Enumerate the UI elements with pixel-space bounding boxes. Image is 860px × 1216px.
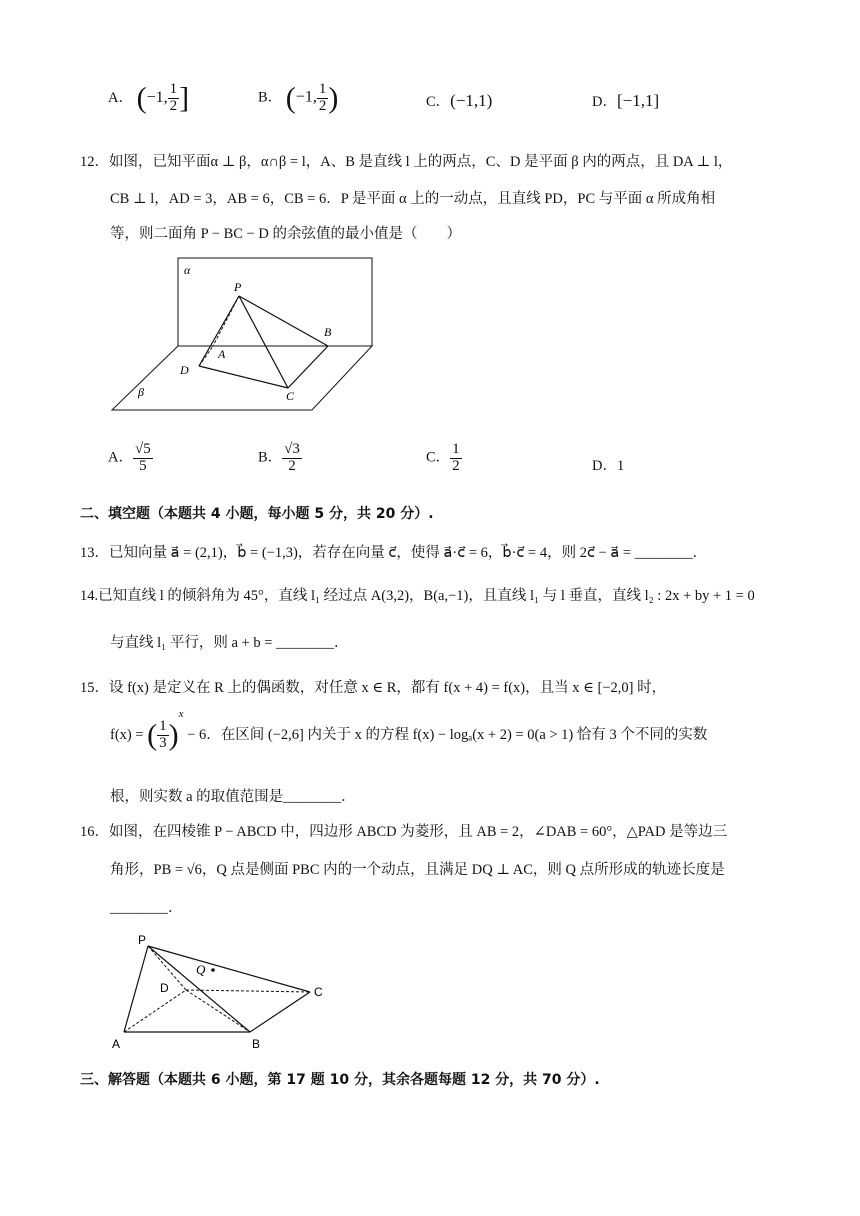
q15-line1: 15．设 f(x) 是定义在 R 上的偶函数，对任意 x ∈ R，都有 f(x + 4) = f(x)，且当 x ∈ [−2,0] 时， (80, 680, 667, 696)
plane-beta (112, 346, 372, 410)
q14-line1: 14.已知直线 l 的倾斜角为 45°，直线 l₁ 经过点 A(3,2)，B(a,−1)，且直线 l₁ 与 l 垂直，直线 l₂ : 2x + by + 1 = 0 (80, 588, 755, 604)
label-b: B (324, 325, 332, 339)
q11-options (108, 82, 189, 115)
section3-heading: 三、解答题（本题共 6 小题，第 17 题 10 分，其余各题每题 12 分，共 70 分）. (80, 1072, 600, 1088)
edge-dc (186, 990, 310, 992)
q16-line3: ________． (110, 900, 183, 916)
edge-db (186, 990, 250, 1032)
plane-alpha (178, 258, 372, 346)
label-d: D (160, 981, 169, 995)
q12-option-b: B． $\frac{√3}{2}$ (258, 441, 300, 474)
q16-line2: 角形，PB = √6，Q 点是侧面 PBC 内的一个动点，且满足 DQ ⊥ AC，则 Q 点所形成的轨迹长度是 (110, 862, 725, 878)
q12-line3: 等，则二面角 P − BC − D 的余弦值的最小值是（ ） (110, 226, 461, 242)
edge-dc (199, 366, 288, 388)
section2-heading: 二、填空题（本题共 4 小题，每小题 5 分，共 20 分）. (80, 506, 434, 522)
q13: 13．已知向量 a⃗ = (2,1)，b⃗ = (−1,3)，若存在向量 c⃗，使得 a⃗·c⃗ = 6，b⃗·c⃗ = 4，则 2c⃗ − a⃗ = ________． (80, 545, 708, 561)
q14-line2: 与直线 l₁ 平行，则 a + b = ________． (110, 635, 349, 651)
label-p: P (138, 933, 147, 947)
label-d: D (180, 363, 189, 377)
label-alpha: α (184, 263, 191, 277)
q15-line2: f(x) = ( $\frac{1}{3}$ )$^x$ − 6．在区间 (−2,6] 内关于 x 的方程 f(x) − logₐ(x + 2) = 0(a > 1) 恰有 3 个不同的实数 (110, 708, 708, 752)
edge-pa (124, 946, 148, 1032)
q15-line3: 根，则实数 a 的取值范围是________． (110, 789, 356, 805)
label-p: P (234, 280, 242, 294)
q11-option-d: D．[−1,1] (592, 91, 660, 110)
q12-line2: CB ⊥ l，AD = 3，AB = 6，CB = 6．P 是平面 α 上的一动点，且直线 PD，PC 与平面 α 所成角相 (110, 191, 716, 207)
label-c: C (286, 389, 295, 403)
q12-option-c: C． $\frac{1}{2}$ (426, 441, 460, 474)
q12-line1: 12．如图，已知平面α ⊥ β，α∩β = l，A、B 是直线 l 上的两点，C、D 是平面 β 内的两点，且 DA ⊥ l， (80, 154, 733, 170)
q12-option-d: D．1 (592, 458, 625, 474)
edge-pc (148, 946, 310, 992)
label-c: C (314, 985, 323, 999)
q12-option-a: A． $\frac{√5}{5}$ (108, 441, 151, 474)
point-q (211, 968, 215, 972)
label-a: A (218, 347, 226, 361)
q12-figure (108, 254, 383, 416)
edge-bc (250, 992, 310, 1032)
q11-option-c: C．(−1,1) (426, 91, 493, 110)
label-a: A (112, 1037, 121, 1050)
label-beta: β (138, 385, 144, 399)
label-b: B (252, 1037, 261, 1050)
q11-option-b: B． (−1, $\frac{1}{2}$ ) (258, 81, 339, 115)
edge-bc (288, 346, 328, 388)
edge-ad (124, 990, 186, 1032)
q16-line1: 16．如图，在四棱锥 P − ABCD 中，四边形 ABCD 为菱形，且 AB = 2，∠DAB = 60°，△PAD 是等边三 (80, 824, 728, 840)
q11-option-a: A． (−1, $\frac{1}{2}$ ] (108, 81, 190, 115)
q16-figure (108, 932, 333, 1050)
label-q: Q (196, 962, 206, 977)
